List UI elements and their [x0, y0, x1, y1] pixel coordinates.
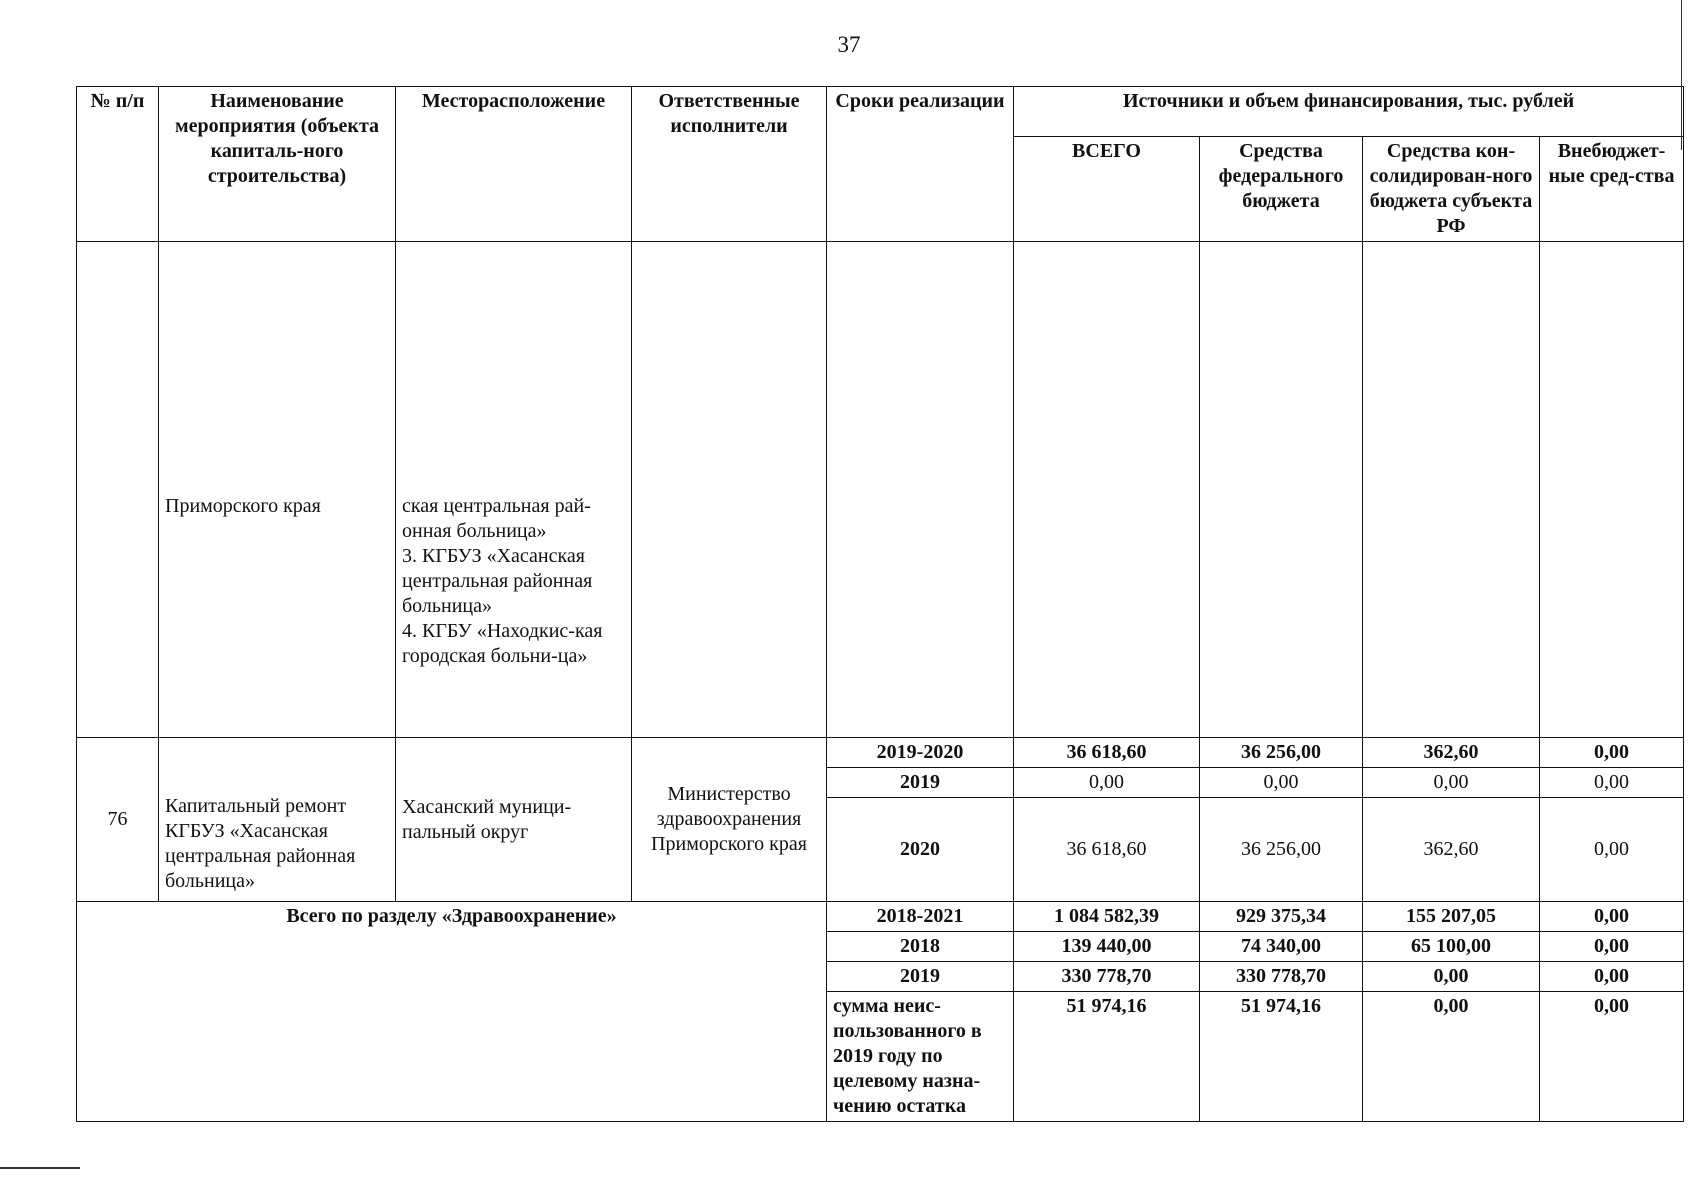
- header-num: № п/п: [77, 87, 159, 242]
- header-location: Месторасположение: [396, 87, 632, 242]
- federal-cell: 0,00: [1200, 768, 1363, 798]
- extra-cell: 0,00: [1540, 962, 1684, 992]
- period-cell: 2019: [827, 768, 1014, 798]
- extra-cell: 0,00: [1540, 932, 1684, 962]
- regional-cell: 362,60: [1363, 798, 1540, 902]
- regional-cell: 155 207,05: [1363, 902, 1540, 932]
- header-federal: Средства федерального бюджета: [1200, 137, 1363, 242]
- period-cell: 2019-2020: [827, 738, 1014, 768]
- total-cell: 330 778,70: [1014, 962, 1200, 992]
- federal-cell: 330 778,70: [1200, 962, 1363, 992]
- row76-name: Капитальный ремонт КГБУЗ «Хасанская центральная районная больница»: [159, 738, 396, 902]
- total-cell: 36 618,60: [1014, 798, 1200, 902]
- federal-cell: 36 256,00: [1200, 798, 1363, 902]
- extra-cell: 0,00: [1540, 902, 1684, 932]
- total-cell: 36 618,60: [1014, 738, 1200, 768]
- scan-edge-line: [1681, 0, 1682, 150]
- period-cell: 2020: [827, 798, 1014, 902]
- row76-num: 76: [77, 738, 159, 902]
- header-sources: Источники и объем финансирования, тыс. рублей: [1014, 87, 1684, 137]
- row76-location: Хасанский муници-пальный округ: [396, 738, 632, 902]
- period-cell: 2018: [827, 932, 1014, 962]
- header-total: ВСЕГО: [1014, 137, 1200, 242]
- regional-cell: 0,00: [1363, 962, 1540, 992]
- period-cell: 2018-2021: [827, 902, 1014, 932]
- regional-cell: 0,00: [1363, 768, 1540, 798]
- total-cell: 51 974,16: [1014, 992, 1200, 1122]
- header-terms: Сроки реализации: [827, 87, 1014, 242]
- regional-cell: 362,60: [1363, 738, 1540, 768]
- period-cell: 2019: [827, 962, 1014, 992]
- header-executors: Ответственные исполнители: [632, 87, 827, 242]
- total-cell: 1 084 582,39: [1014, 902, 1200, 932]
- table-row-continued: [77, 242, 1684, 738]
- extra-cell: 0,00: [1540, 992, 1684, 1122]
- table-row: [77, 902, 1684, 932]
- regional-cell: 0,00: [1363, 992, 1540, 1122]
- regional-cell: 65 100,00: [1363, 932, 1540, 962]
- page-number: 37: [837, 32, 861, 57]
- header-regional: Средства кон-солидирован-ного бюджета субъекта РФ: [1363, 137, 1540, 242]
- extra-cell: 0,00: [1540, 738, 1684, 768]
- summary-label: Всего по разделу «Здравоохранение»: [77, 902, 827, 1122]
- federal-cell: 36 256,00: [1200, 738, 1363, 768]
- total-cell: 0,00: [1014, 768, 1200, 798]
- continued-location: ская центральная рай-онная больница» 3. КГБУЗ «Хасанская центральная районная больница» 4. КГБУ «Находкис-кая городская больни-ца»: [396, 242, 632, 738]
- financing-table: [76, 86, 1684, 1122]
- extra-cell: 0,00: [1540, 798, 1684, 902]
- header-name: Наименование мероприятия (объекта капиталь-ного строительства): [159, 87, 396, 242]
- continued-name: Приморского края: [159, 242, 396, 738]
- total-cell: 139 440,00: [1014, 932, 1200, 962]
- federal-cell: 929 375,34: [1200, 902, 1363, 932]
- scan-edge-line: [0, 1167, 80, 1169]
- table-row: [77, 738, 1684, 768]
- federal-cell: 51 974,16: [1200, 992, 1363, 1122]
- extra-cell: 0,00: [1540, 768, 1684, 798]
- federal-cell: 74 340,00: [1200, 932, 1363, 962]
- row76-executor: Министерство здравоохранения Приморского края: [632, 738, 827, 902]
- header-extra: Внебюджет-ные сред-ства: [1540, 137, 1684, 242]
- period-cell: сумма неис-пользованного в 2019 году по целевому назна-чению остатка: [827, 992, 1014, 1122]
